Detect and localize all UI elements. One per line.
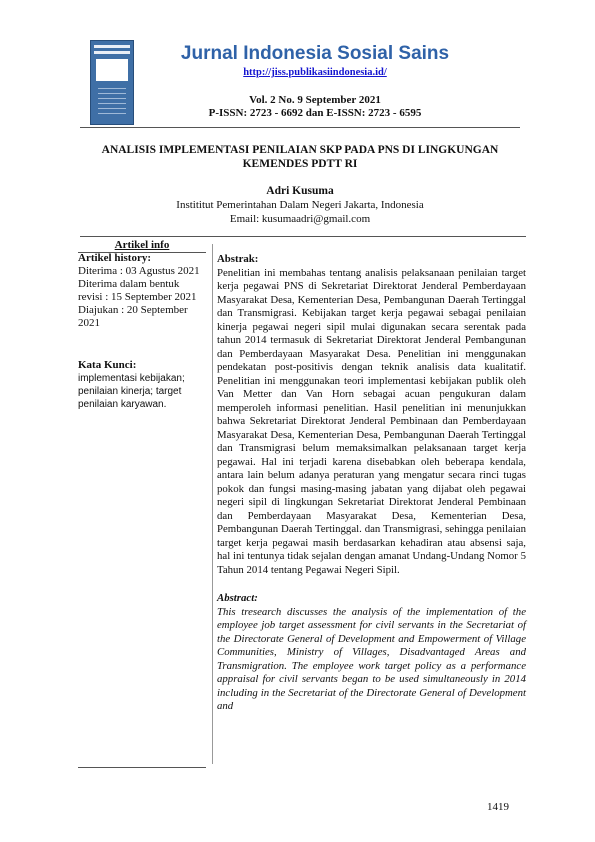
revised-date: Diterima dalam bentuk revisi : 15 September 2021 — [78, 278, 197, 303]
received-date: Diterima : 03 Agustus 2021 — [78, 265, 200, 277]
journal-cover-thumbnail — [90, 40, 134, 125]
author-name: Adri Kusuma — [266, 185, 334, 197]
cover-header-bar — [94, 51, 130, 54]
abstrak-text: Penelitian ini membahas tentang analisis pelaksanaan penilaian target kerja pegawai PNS di Sekretariat Direktorat Jenderal Pemberdayaan Masyarakat Desa, Kementerian Desa, Pembangunan Daerah Tertinggal dan Transmigrasi. Kebijakan target kerja pegawai sebagai penilaian kinerja pegawai negeri sipil mulai digunakan secara serentak pada tahun 2014 termasuk di Sekretariat Direktorat Jenderal Pembangunan dan Pemberdayaan Masyarakat Desa. Penelitian ini menggunakan pendekatan post-positivis dengan teknik analisis data kualitatif. Penelitian ini menggunakan teori implementasi kebijakan publik oleh Van Metter dan Van Horn sebagai acuan pengukuran dalam memperoleh informasi penelitian. Hasil penelitian ini menunjukkan bahwa Sekretariat Direktorat Jenderal Pembinaan dan Pemberdayaan Masyarakat Desa, Kementerian Desa, Pembangunan Daerah Tertinggal dan Transmigrasi belum memaksimalkan pelaksanaan target kerja pegawai. Hal ini terjadi karena disebabkan oleh beberapa kendala, antara lain belum adanya peraturan yang mengatur secara rinci tugas pokok dan fungsi masing-masing jabatan yang dijabat oleh pegawai negeri sipil di lingkungan Sekretariat Direktorat Jenderal Pembinaan dan Pemberdayaan Masyarakat Desa, Kementerian Desa, Pembangunan Daerah Tertinggal. dan Transmigrasi, sehingga penilaian target kerja pegawai masih berdasarkan kehadiran atau absensi saja, hal ini tentunya tidak sejalan dengan amanat Undang-Undang Nomor 5 Tahun 2014 tentang Pegawai Negeri Sipil. — [217, 266, 526, 576]
keywords-label: Kata Kunci: — [78, 359, 137, 371]
journal-issn: P-ISSN: 2723 - 6692 dan E-ISSN: 2723 - 6595 — [208, 107, 422, 119]
author-email: Email: kusumaadri@gmail.com — [229, 213, 371, 225]
journal-url-link[interactable]: http://jiss.publikasiindonesia.id/ — [243, 67, 387, 78]
cover-logo-box — [96, 59, 128, 81]
cover-text-line — [98, 93, 126, 94]
cover-text-line — [98, 88, 126, 89]
article-history-label: Artikel history: — [78, 252, 152, 264]
accepted-date: Diajukan : 20 September 2021 — [78, 304, 188, 329]
page-number: 1419 — [487, 801, 509, 813]
cover-text-line — [98, 108, 126, 109]
cover-text-line — [98, 103, 126, 104]
cover-text-line — [98, 113, 126, 114]
cover-header-bar — [94, 45, 130, 48]
article-info-divider — [78, 252, 206, 253]
abstract-heading: Abstract: — [217, 592, 258, 604]
journal-volume: Vol. 2 No. 9 September 2021 — [249, 94, 381, 106]
article-info-bottom-divider — [78, 767, 206, 768]
section-divider — [80, 236, 526, 237]
journal-name: Jurnal Indonesia Sosial Sains — [180, 43, 450, 64]
keywords-text: implementasi kebijakan; penilaian kinerja; target penilaian karyawan. — [78, 373, 185, 410]
header-divider — [80, 127, 520, 128]
column-divider — [212, 244, 213, 764]
abstrak-heading: Abstrak: — [217, 253, 259, 265]
abstract-text: This tresearch discusses the analysis of the implementation of the employee job target assessment for civil servants in the Secretariat of the Directorate General of Development and Empowerment of Village Communities, Ministry of Villages, Disadvantaged Areas and Transmigration. The employee work target policy as a performance appraisal for civil servants began to be used simultaneously in 2014 including in the Secretariat of the Directorate General of Development and — [217, 605, 526, 712]
article-info-column — [78, 239, 206, 411]
author-affiliation: Instititut Pemerintahan Dalam Negeri Jakarta, Indonesia — [176, 199, 424, 211]
cover-text-line — [98, 98, 126, 99]
abstract-column — [217, 253, 526, 714]
paper-title: ANALISIS IMPLEMENTASI PENILAIAN SKP PADA PNS DI LINGKUNGAN KEMENDES PDTT RI — [101, 144, 499, 170]
article-info-heading: Artikel info — [114, 239, 170, 251]
